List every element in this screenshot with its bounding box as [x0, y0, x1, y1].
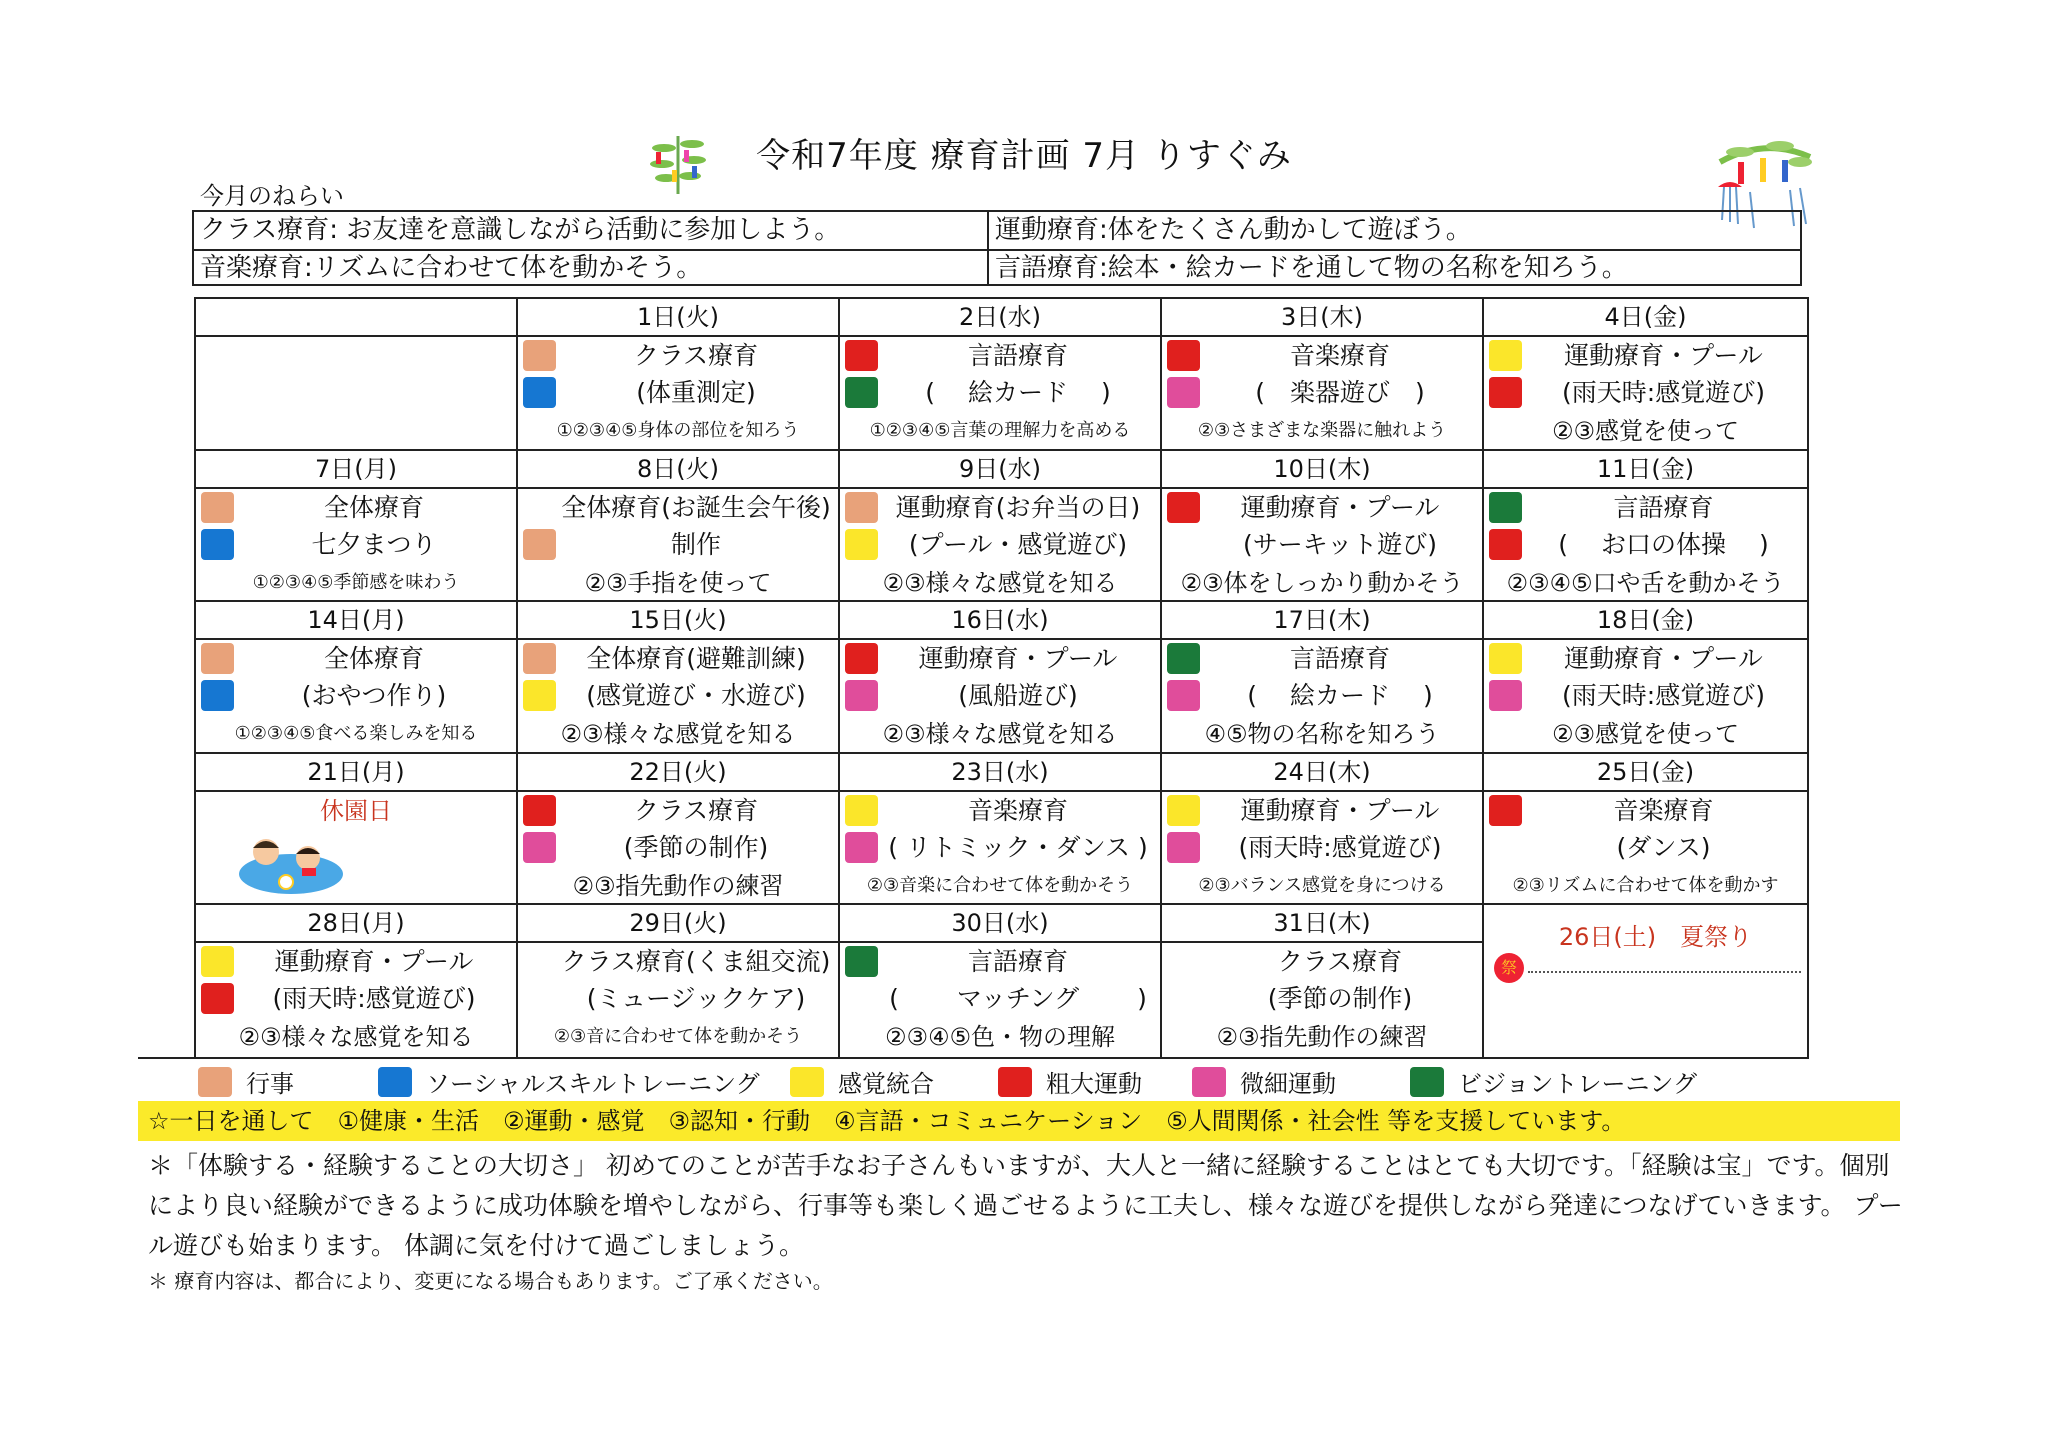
activity-color-marker [845, 946, 878, 977]
legend-swatch [790, 1067, 824, 1097]
day-header: 31日(木) [1162, 905, 1482, 943]
activity-color-marker [1489, 680, 1522, 711]
legend-label: ビジョントレーニング [1458, 1070, 1698, 1098]
activity-title: 言語療育 [967, 341, 1068, 370]
activity-color-marker [201, 643, 234, 674]
calendar-cell [1484, 602, 1807, 754]
day-header: 18日(金) [1484, 602, 1807, 640]
activity-color-marker [1489, 643, 1522, 674]
activity-detail: (雨天時:感覚遊び) [272, 984, 476, 1014]
activity-goal: ②③音楽に合わせて体を動かそう [866, 874, 1134, 896]
calendar-cell [1484, 754, 1807, 906]
calendar-cell [1484, 451, 1807, 603]
activity-goal: ②③様々な感覚を知る [560, 720, 796, 749]
support-areas-banner: ☆一日を通して ①健康・生活 ②運動・感覚 ③認知・行動 ④言語・コミュニケーション ⑤人間関係・社会性 等を支援しています。 [138, 1101, 1900, 1141]
activity-title: 運動療育(お弁当の日) [895, 492, 1141, 522]
activity-title: クラス療育(くま組交流) [561, 947, 831, 977]
activity-color-marker [523, 643, 556, 674]
activity-goal: ①②③④⑤言葉の理解力を高める [869, 420, 1131, 441]
calendar-cell [518, 299, 840, 451]
activity-goal: ①②③④⑤季節感を味わう [252, 571, 460, 593]
day-header: 17日(木) [1162, 602, 1482, 640]
activity-color-marker [1489, 492, 1522, 523]
calendar-cell [840, 905, 1162, 1057]
activity-detail: (サーキット遊び) [1242, 529, 1437, 559]
calendar-cell [1484, 905, 1807, 1057]
calendar-cell [196, 451, 518, 603]
note-schedule-change: ＊ 療育内容は、都合により、変更になる場合もあります。ご了承ください。 [148, 1269, 833, 1293]
calendar-cell [1162, 602, 1484, 754]
activity-detail: (風船遊び) [958, 681, 1078, 711]
legend-item [1410, 1064, 1697, 1099]
legend-label: 微細運動 [1240, 1070, 1336, 1098]
legend [138, 1057, 1808, 1099]
activity-color-marker [1489, 340, 1522, 371]
activity-title: 音楽療育 [967, 795, 1068, 825]
calendar-cell [1162, 754, 1484, 906]
activity-goal: ②③様々な感覚を知る [882, 720, 1118, 749]
activity-color-marker [523, 340, 556, 371]
activity-title: クラス療育 [633, 795, 759, 825]
activity-goal: ②③様々な感覚を知る [882, 568, 1118, 597]
holiday-label: 休園日 [320, 796, 392, 825]
activity-detail: (季節の制作) [623, 832, 769, 862]
activity-color-marker [1489, 377, 1522, 408]
day-header: 14日(月) [196, 602, 516, 640]
monthly-goals-box [192, 210, 1802, 286]
activity-title: 運動療育・プール [1240, 492, 1440, 522]
activity-goal: ④⑤物の名称を知ろう [1204, 720, 1440, 749]
notes [148, 1146, 1908, 1296]
activity-title: 運動療育・プール [1240, 795, 1440, 825]
activity-detail: (おやつ作り) [301, 681, 447, 711]
activity-detail: ( 楽器遊び ) [1255, 378, 1425, 407]
calendar-cell [840, 602, 1162, 754]
activity-color-marker [1167, 643, 1200, 674]
day-header: 24日(木) [1162, 754, 1482, 792]
note-experience: ＊「体験する・経験することの大切さ」 初めてのことが苦手なお子さんもいますが、大人と一緒に経験することはとても大切です。「経験は宝」です。個別により良い経験ができるように成功体験を増やしながら、行事等も楽しく過ごせるように工夫し、様々な遊びを提供しながら発達につなげていきます。 プール遊びも始まります。 体調に気を付けて過ごしましょう。 [148, 1151, 1903, 1260]
day-header: 22日(火) [518, 754, 838, 792]
calendar-grid [194, 297, 1809, 1059]
day-header: 10日(木) [1162, 451, 1482, 489]
page-title: 令和7年度 療育計画 7月 りすぐみ [756, 136, 1292, 176]
calendar-cell [1484, 299, 1807, 451]
activity-color-marker [845, 340, 878, 371]
calendar-cell [518, 905, 840, 1057]
activity-title: 運動療育・プール [1564, 341, 1763, 370]
activity-color-marker [845, 492, 878, 523]
activity-title: 言語療育 [967, 947, 1068, 977]
activity-detail: (雨天時:感覚遊び) [1238, 832, 1442, 862]
activity-color-marker [201, 529, 234, 560]
day-header: 9日(水) [840, 451, 1160, 489]
activity-color-marker [845, 795, 878, 826]
legend-label: ソーシャルスキルトレーニング [426, 1070, 760, 1098]
activity-title: 言語療育 [1613, 492, 1714, 522]
day-header: 4日(金) [1484, 299, 1807, 337]
activity-color-marker [1167, 680, 1200, 711]
activity-goal: ②③手指を使って [584, 568, 772, 597]
day-header: 23日(水) [840, 754, 1160, 792]
activity-goal: ①②③④⑤身体の部位を知ろう [556, 420, 800, 441]
activity-title: 全体療育(お誕生会午後) [561, 492, 831, 522]
activity-color-marker [1167, 377, 1200, 408]
activity-color-marker [523, 377, 556, 408]
activity-goal: ②③さまざまな楽器に触れよう [1197, 420, 1447, 441]
legend-swatch [378, 1067, 412, 1097]
festival-lantern-icon: 祭 [1494, 953, 1524, 983]
day-header: 30日(水) [840, 905, 1160, 943]
festival-event-label: 26日(土) 夏祭り [1558, 923, 1753, 952]
calendar-cell [196, 754, 518, 906]
activity-goal: ②③リズムに合わせて体を動かす [1512, 874, 1779, 896]
activity-detail: ( リトミック・ダンス ) [888, 832, 1148, 862]
activity-detail: (ミュージックケア) [586, 984, 806, 1014]
activity-goal: ②③④⑤色・物の理解 [884, 1023, 1116, 1052]
activity-goal: ②③感覚を使って [1551, 720, 1740, 749]
activity-title: 運動療育・プール [1564, 644, 1763, 674]
activity-detail: (体重測定) [636, 378, 756, 407]
legend-label: 感覚統合 [838, 1070, 934, 1098]
activity-goal: ②③バランス感覚を身につける [1198, 874, 1446, 896]
legend-item [998, 1064, 1142, 1099]
activity-color-marker [201, 680, 234, 711]
activity-detail: (雨天時:感覚遊び) [1562, 378, 1765, 407]
legend-item [790, 1064, 934, 1099]
activity-detail: ( 絵カード ) [925, 378, 1111, 407]
activity-color-marker [1167, 795, 1200, 826]
activity-goal: ②③体をしっかり動かそう [1180, 568, 1464, 597]
activity-title: 全体療育 [323, 492, 424, 522]
activity-title: 言語療育 [1289, 644, 1390, 674]
activity-color-marker [845, 529, 878, 560]
activity-detail: (ダンス) [1616, 832, 1711, 862]
goal-music: 音楽療育:リズムに合わせて体を動かそう。 [200, 253, 703, 283]
calendar-cell [196, 905, 518, 1057]
day-header: 2日(水) [840, 299, 1160, 337]
activity-detail: ( お口の体操 ) [1558, 529, 1769, 559]
activity-color-marker [523, 680, 556, 711]
day-header: 1日(火) [518, 299, 838, 337]
legend-item [1192, 1064, 1336, 1099]
activity-goal: ②③指先動作の練習 [572, 871, 784, 900]
activity-color-marker [201, 492, 234, 523]
activity-title: 音楽療育 [1613, 795, 1714, 825]
calendar-cell [1162, 299, 1484, 451]
activity-color-marker [1167, 340, 1200, 371]
activity-goal: ②③様々な感覚を知る [238, 1023, 474, 1052]
activity-goal: ①②③④⑤食べる楽しみを知る [234, 723, 478, 745]
legend-item [378, 1064, 760, 1099]
calendar-cell [196, 299, 518, 451]
legend-label: 粗大運動 [1046, 1070, 1142, 1098]
day-header: 16日(水) [840, 602, 1160, 640]
activity-goal: ②③④⑤口や舌を動かそう [1506, 568, 1785, 597]
legend-swatch [998, 1067, 1032, 1097]
activity-color-marker [523, 795, 556, 826]
calendar-cell [1162, 905, 1484, 1057]
day-header: 28日(月) [196, 905, 516, 943]
day-header: 29日(火) [518, 905, 838, 943]
activity-detail: (雨天時:感覚遊び) [1562, 681, 1765, 711]
calendar-cell [1162, 451, 1484, 603]
day-header: 11日(金) [1484, 451, 1807, 489]
activity-color-marker [523, 529, 556, 560]
activity-goal: ②③音に合わせて体を動かそう [553, 1026, 803, 1048]
goal-class: クラス療育: お友達を意識しながら活動に参加しよう。 [200, 215, 841, 245]
legend-swatch [1192, 1067, 1226, 1097]
day-header: 21日(月) [196, 754, 516, 792]
activity-detail: ( 絵カード ) [1247, 681, 1433, 711]
day-header: 25日(金) [1484, 754, 1807, 792]
activity-color-marker [1167, 492, 1200, 523]
day-header: 15日(火) [518, 602, 838, 640]
calendar-cell [518, 602, 840, 754]
activity-detail: ( マッチング ) [889, 984, 1147, 1014]
calendar-cell [518, 451, 840, 603]
activity-detail: (感覚遊び・水遊び) [586, 681, 806, 711]
activity-title: クラス療育 [1277, 947, 1403, 977]
legend-label: 行事 [246, 1070, 294, 1098]
legend-item [198, 1064, 294, 1099]
calendar-cell [840, 451, 1162, 603]
activity-detail: 七夕まつり [311, 529, 437, 559]
activity-goal: ②③指先動作の練習 [1216, 1023, 1428, 1052]
activity-color-marker [845, 680, 878, 711]
activity-detail: 制作 [670, 529, 721, 559]
calendar-cell [840, 299, 1162, 451]
calendar-cell [840, 754, 1162, 906]
day-header: 7日(月) [196, 451, 516, 489]
activity-color-marker [1489, 795, 1522, 826]
activity-color-marker [1489, 529, 1522, 560]
activity-title: 全体療育(避難訓練) [586, 644, 806, 674]
activity-color-marker [845, 643, 878, 674]
calendar-cell [518, 754, 840, 906]
goal-language: 言語療育:絵本・絵カードを通して物の名称を知ろう。 [995, 253, 1628, 283]
activity-title: 全体療育 [323, 644, 424, 674]
activity-color-marker [523, 832, 556, 863]
legend-swatch [198, 1067, 232, 1097]
activity-detail: (プール・感覚遊び) [908, 529, 1128, 559]
monthly-goals-label: 今月のねらい [200, 182, 344, 210]
day-header [196, 299, 516, 337]
activity-color-marker [845, 832, 878, 863]
activity-color-marker [201, 983, 234, 1014]
activity-title: 運動療育・プール [918, 644, 1118, 674]
activity-title: 音楽療育 [1289, 341, 1390, 370]
activity-title: クラス療育 [633, 341, 759, 370]
day-header: 8日(火) [518, 451, 838, 489]
activity-detail: (季節の制作) [1267, 984, 1413, 1014]
day-header: 3日(木) [1162, 299, 1482, 337]
activity-title: 運動療育・プール [274, 947, 474, 977]
goal-motor: 運動療育:体をたくさん動かして遊ぼう。 [995, 215, 1472, 245]
activity-color-marker [201, 946, 234, 977]
activity-goal: ②③感覚を使って [1551, 417, 1740, 445]
calendar-cell [196, 602, 518, 754]
activity-color-marker [845, 377, 878, 408]
legend-swatch [1410, 1067, 1444, 1097]
lantern-string [1528, 971, 1801, 973]
activity-color-marker [1167, 832, 1200, 863]
pool-children-icon [236, 826, 346, 896]
